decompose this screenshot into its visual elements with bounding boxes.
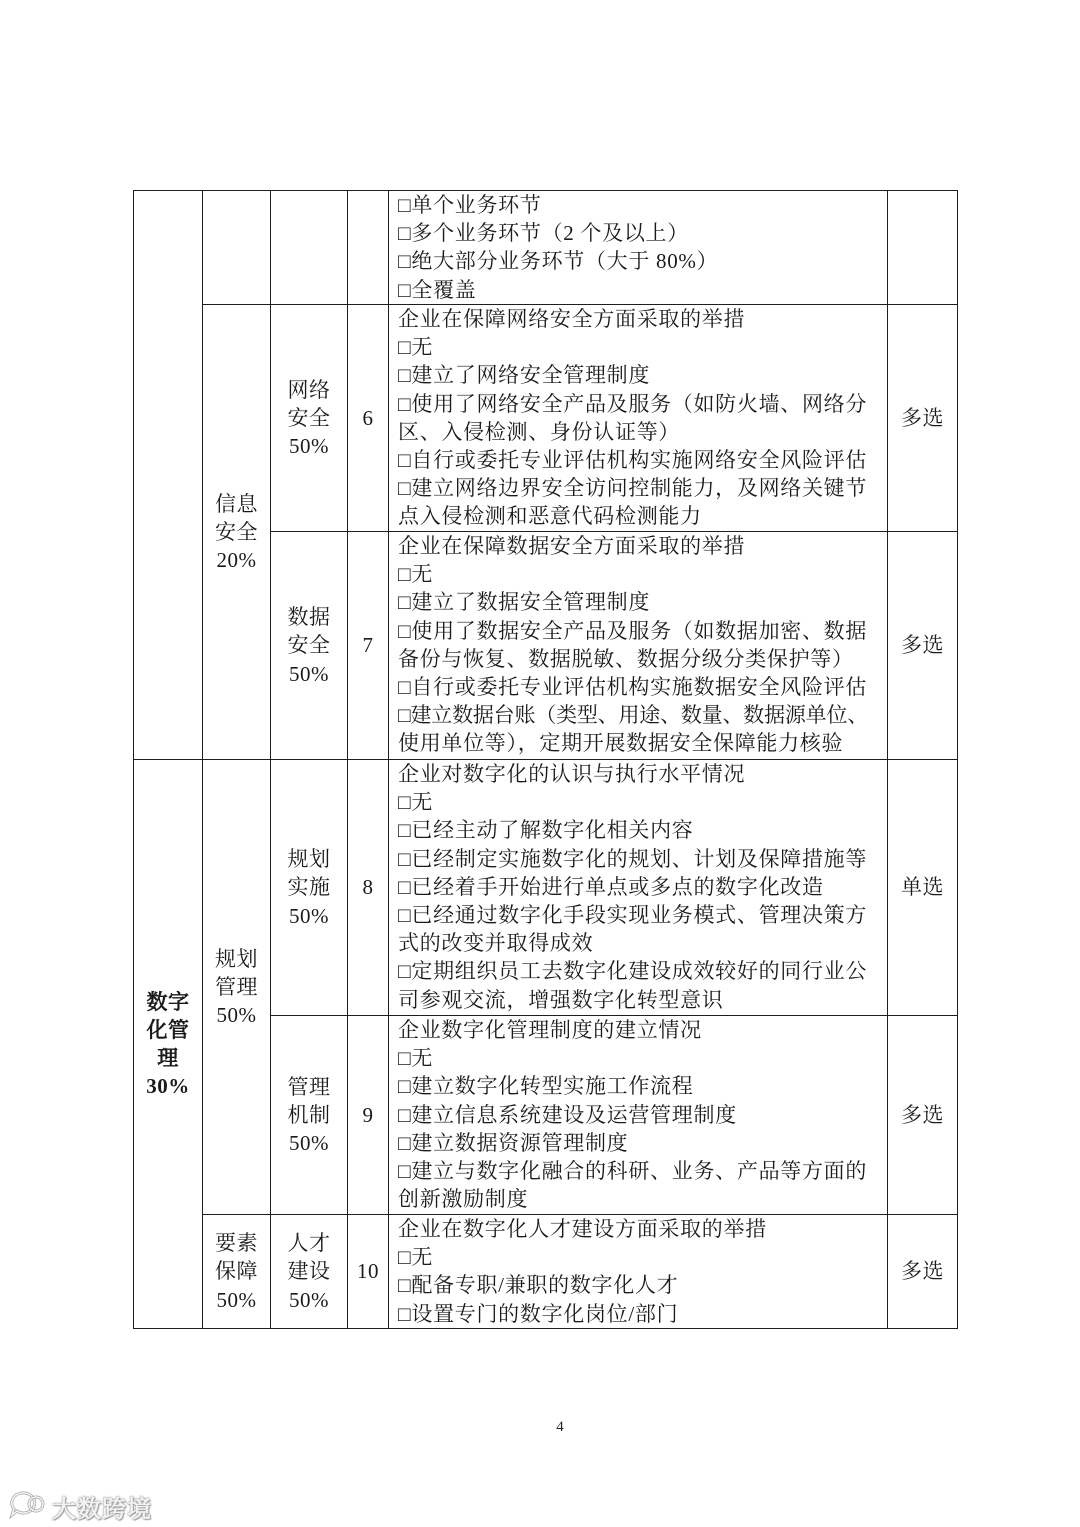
sub-dimension-name-line: 安全 [215, 519, 258, 544]
item-content-cell [389, 1215, 888, 1329]
item-number: 7 [362, 633, 374, 658]
item-option-line: □使用了网络安全产品及服务（如防火墙、网络分 [398, 391, 868, 416]
item-selection-type: 多选 [901, 1102, 944, 1127]
sub-dimension-weight: 50% [216, 1003, 257, 1028]
dimension-cell-continued [134, 191, 203, 760]
item-option-line: □无 [398, 1245, 434, 1270]
sub-dimension-name-line: 保障 [215, 1259, 258, 1284]
dimension-name-line: 理 [157, 1046, 179, 1070]
indicator-name-line: 规划 [287, 847, 331, 872]
item-number-cell [348, 305, 389, 532]
sub-dimension-cell-info-security [203, 305, 271, 760]
item-option-line: □建立数字化转型实施工作流程 [398, 1074, 694, 1099]
item-type-cell [888, 1215, 958, 1329]
item-number: 6 [362, 405, 374, 430]
item-option-line: 式的改变并取得成效 [398, 931, 594, 956]
item-option-line: □建立网络边界安全访问控制能力，及网络关键节 [398, 476, 868, 501]
item-option-line: □无 [398, 790, 434, 815]
item-question: 企业数字化管理制度的建立情况 [398, 1018, 702, 1042]
indicator-cell-data-security [271, 532, 348, 760]
item-option-line: □建立了网络安全管理制度 [398, 363, 651, 388]
item-number: 10 [357, 1259, 379, 1284]
item-content-cell [389, 1016, 888, 1215]
item-type-cell-continued [888, 191, 958, 305]
sub-dimension-weight: 50% [216, 1287, 257, 1312]
item-number-cell-continued [348, 191, 389, 305]
evaluation-table [133, 190, 958, 1329]
item-option-line: □建立数据台账（类型、用途、数量、数据源单位、 [398, 703, 869, 728]
item-option-line: □配备专职/兼职的数字化人才 [398, 1273, 679, 1298]
item-content-cell [389, 532, 888, 760]
item-selection-type: 单选 [901, 875, 944, 900]
item-type-cell [888, 1016, 958, 1215]
indicator-cell-talent-building [271, 1215, 348, 1329]
item-option-line: □建立信息系统建设及运营管理制度 [398, 1102, 737, 1127]
indicator-name-line: 数据 [287, 605, 331, 630]
item-type-cell [888, 532, 958, 760]
item-option-line: □建立数据资源管理制度 [398, 1130, 629, 1155]
dimension-name-line: 数字 [146, 989, 190, 1014]
item-question: 企业在保障网络安全方面采取的举措 [398, 307, 746, 331]
item-number: 9 [362, 1102, 374, 1127]
item-option-line: □全覆盖 [398, 277, 477, 302]
item-question: 企业在保障数据安全方面采取的举措 [398, 534, 746, 558]
item-content-cell-continued [389, 191, 888, 305]
item-option-line: □自行或委托专业评估机构实施网络安全风险评估 [398, 448, 868, 473]
chat-bubble-logo-icon [8, 1489, 46, 1524]
indicator-cell-planning-implementation [271, 760, 348, 1016]
item-option-line: □多个业务环节（2 个及以上） [398, 221, 689, 246]
dimension-cell-digital-management [134, 760, 203, 1329]
item-option-line: □绝大部分业务环节（大于 80%） [398, 249, 719, 274]
item-number-cell [348, 760, 389, 1016]
item-option-line: □单个业务环节 [398, 193, 542, 217]
item-content-cell [389, 760, 888, 1016]
indicator-name-line: 人才 [287, 1231, 331, 1256]
sub-dimension-name-line: 信息 [215, 491, 258, 516]
sub-dimension-name-line: 规划 [215, 946, 258, 971]
indicator-name-line: 管理 [287, 1074, 331, 1099]
sub-dimension-cell-element-support [203, 1215, 271, 1329]
indicator-name-line: 安全 [287, 405, 331, 430]
item-selection-type: 多选 [901, 633, 944, 658]
item-option-line: □定期组织员工去数字化建设成效较好的同行业公 [398, 959, 868, 984]
indicator-weight: 50% [289, 1287, 329, 1312]
sub-dimension-name-line: 管理 [215, 974, 258, 999]
item-option-line: □无 [398, 335, 434, 360]
item-option-line: □已经制定实施数字化的规划、计划及保障措施等 [398, 846, 868, 871]
indicator-cell-network-security [271, 305, 348, 532]
indicator-name-line: 安全 [287, 633, 331, 658]
item-option-line: 使用单位等），定期开展数据安全保障能力核验 [398, 731, 844, 756]
item-number: 8 [362, 875, 374, 900]
indicator-cell-continued [271, 191, 348, 305]
item-option-line: 司参观交流，增强数字化转型意识 [398, 987, 724, 1012]
watermark [8, 1489, 152, 1523]
sub-dimension-name-line: 要素 [215, 1231, 258, 1256]
item-option-line: □自行或委托专业评估机构实施数据安全风险评估 [398, 675, 868, 700]
item-type-cell [888, 760, 958, 1016]
item-type-cell [888, 305, 958, 532]
sub-dimension-weight: 20% [216, 548, 257, 573]
sub-dimension-cell-planning-management [203, 760, 271, 1215]
indicator-weight: 50% [289, 1131, 329, 1156]
indicator-cell-management-mechanism [271, 1016, 348, 1215]
item-option-line: □使用了数据安全产品及服务（如数据加密、数据 [398, 618, 868, 643]
dimension-weight: 30% [146, 1074, 190, 1099]
item-option-line: □无 [398, 562, 434, 587]
page-number: 4 [556, 1419, 564, 1435]
indicator-name-line: 建设 [287, 1259, 331, 1284]
item-option-line: □已经主动了解数字化相关内容 [398, 818, 694, 843]
item-option-line: 区、入侵检测、身份认证等） [398, 419, 681, 444]
dimension-name-line: 化管 [146, 1017, 190, 1042]
item-option-line: 创新激励制度 [398, 1187, 529, 1212]
item-option-line: 备份与恢复、数据脱敏、数据分级分类保护等） [398, 646, 854, 671]
indicator-weight: 50% [289, 903, 329, 928]
item-selection-type: 多选 [901, 1259, 944, 1284]
item-option-line: □无 [398, 1046, 434, 1071]
indicator-name-line: 实施 [287, 875, 331, 900]
item-option-line: □建立了数据安全管理制度 [398, 590, 651, 615]
item-selection-type: 多选 [901, 405, 944, 430]
indicator-weight: 50% [289, 661, 329, 686]
item-option-line: □设置专门的数字化岗位/部门 [398, 1301, 679, 1326]
indicator-weight: 50% [289, 434, 329, 459]
sub-dimension-cell-continued [203, 191, 271, 305]
watermark-text: 大数跨境 [52, 1494, 152, 1523]
item-content-cell [389, 305, 888, 532]
item-option-line: □已经通过数字化手段实现业务模式、管理决策方 [398, 903, 868, 928]
item-option-line: □建立与数字化融合的科研、业务、产品等方面的 [398, 1159, 868, 1184]
item-number-cell [348, 1215, 389, 1329]
item-number-cell [348, 1016, 389, 1215]
item-option-line: □已经着手开始进行单点或多点的数字化改造 [398, 874, 824, 899]
indicator-name-line: 网络 [287, 377, 331, 402]
item-option-line: 点入侵检测和恶意代码检测能力 [398, 504, 702, 529]
item-number-cell [348, 532, 389, 760]
item-question: 企业对数字化的认识与执行水平情况 [398, 762, 746, 786]
indicator-name-line: 机制 [287, 1102, 331, 1127]
item-question: 企业在数字化人才建设方面采取的举措 [398, 1217, 767, 1241]
